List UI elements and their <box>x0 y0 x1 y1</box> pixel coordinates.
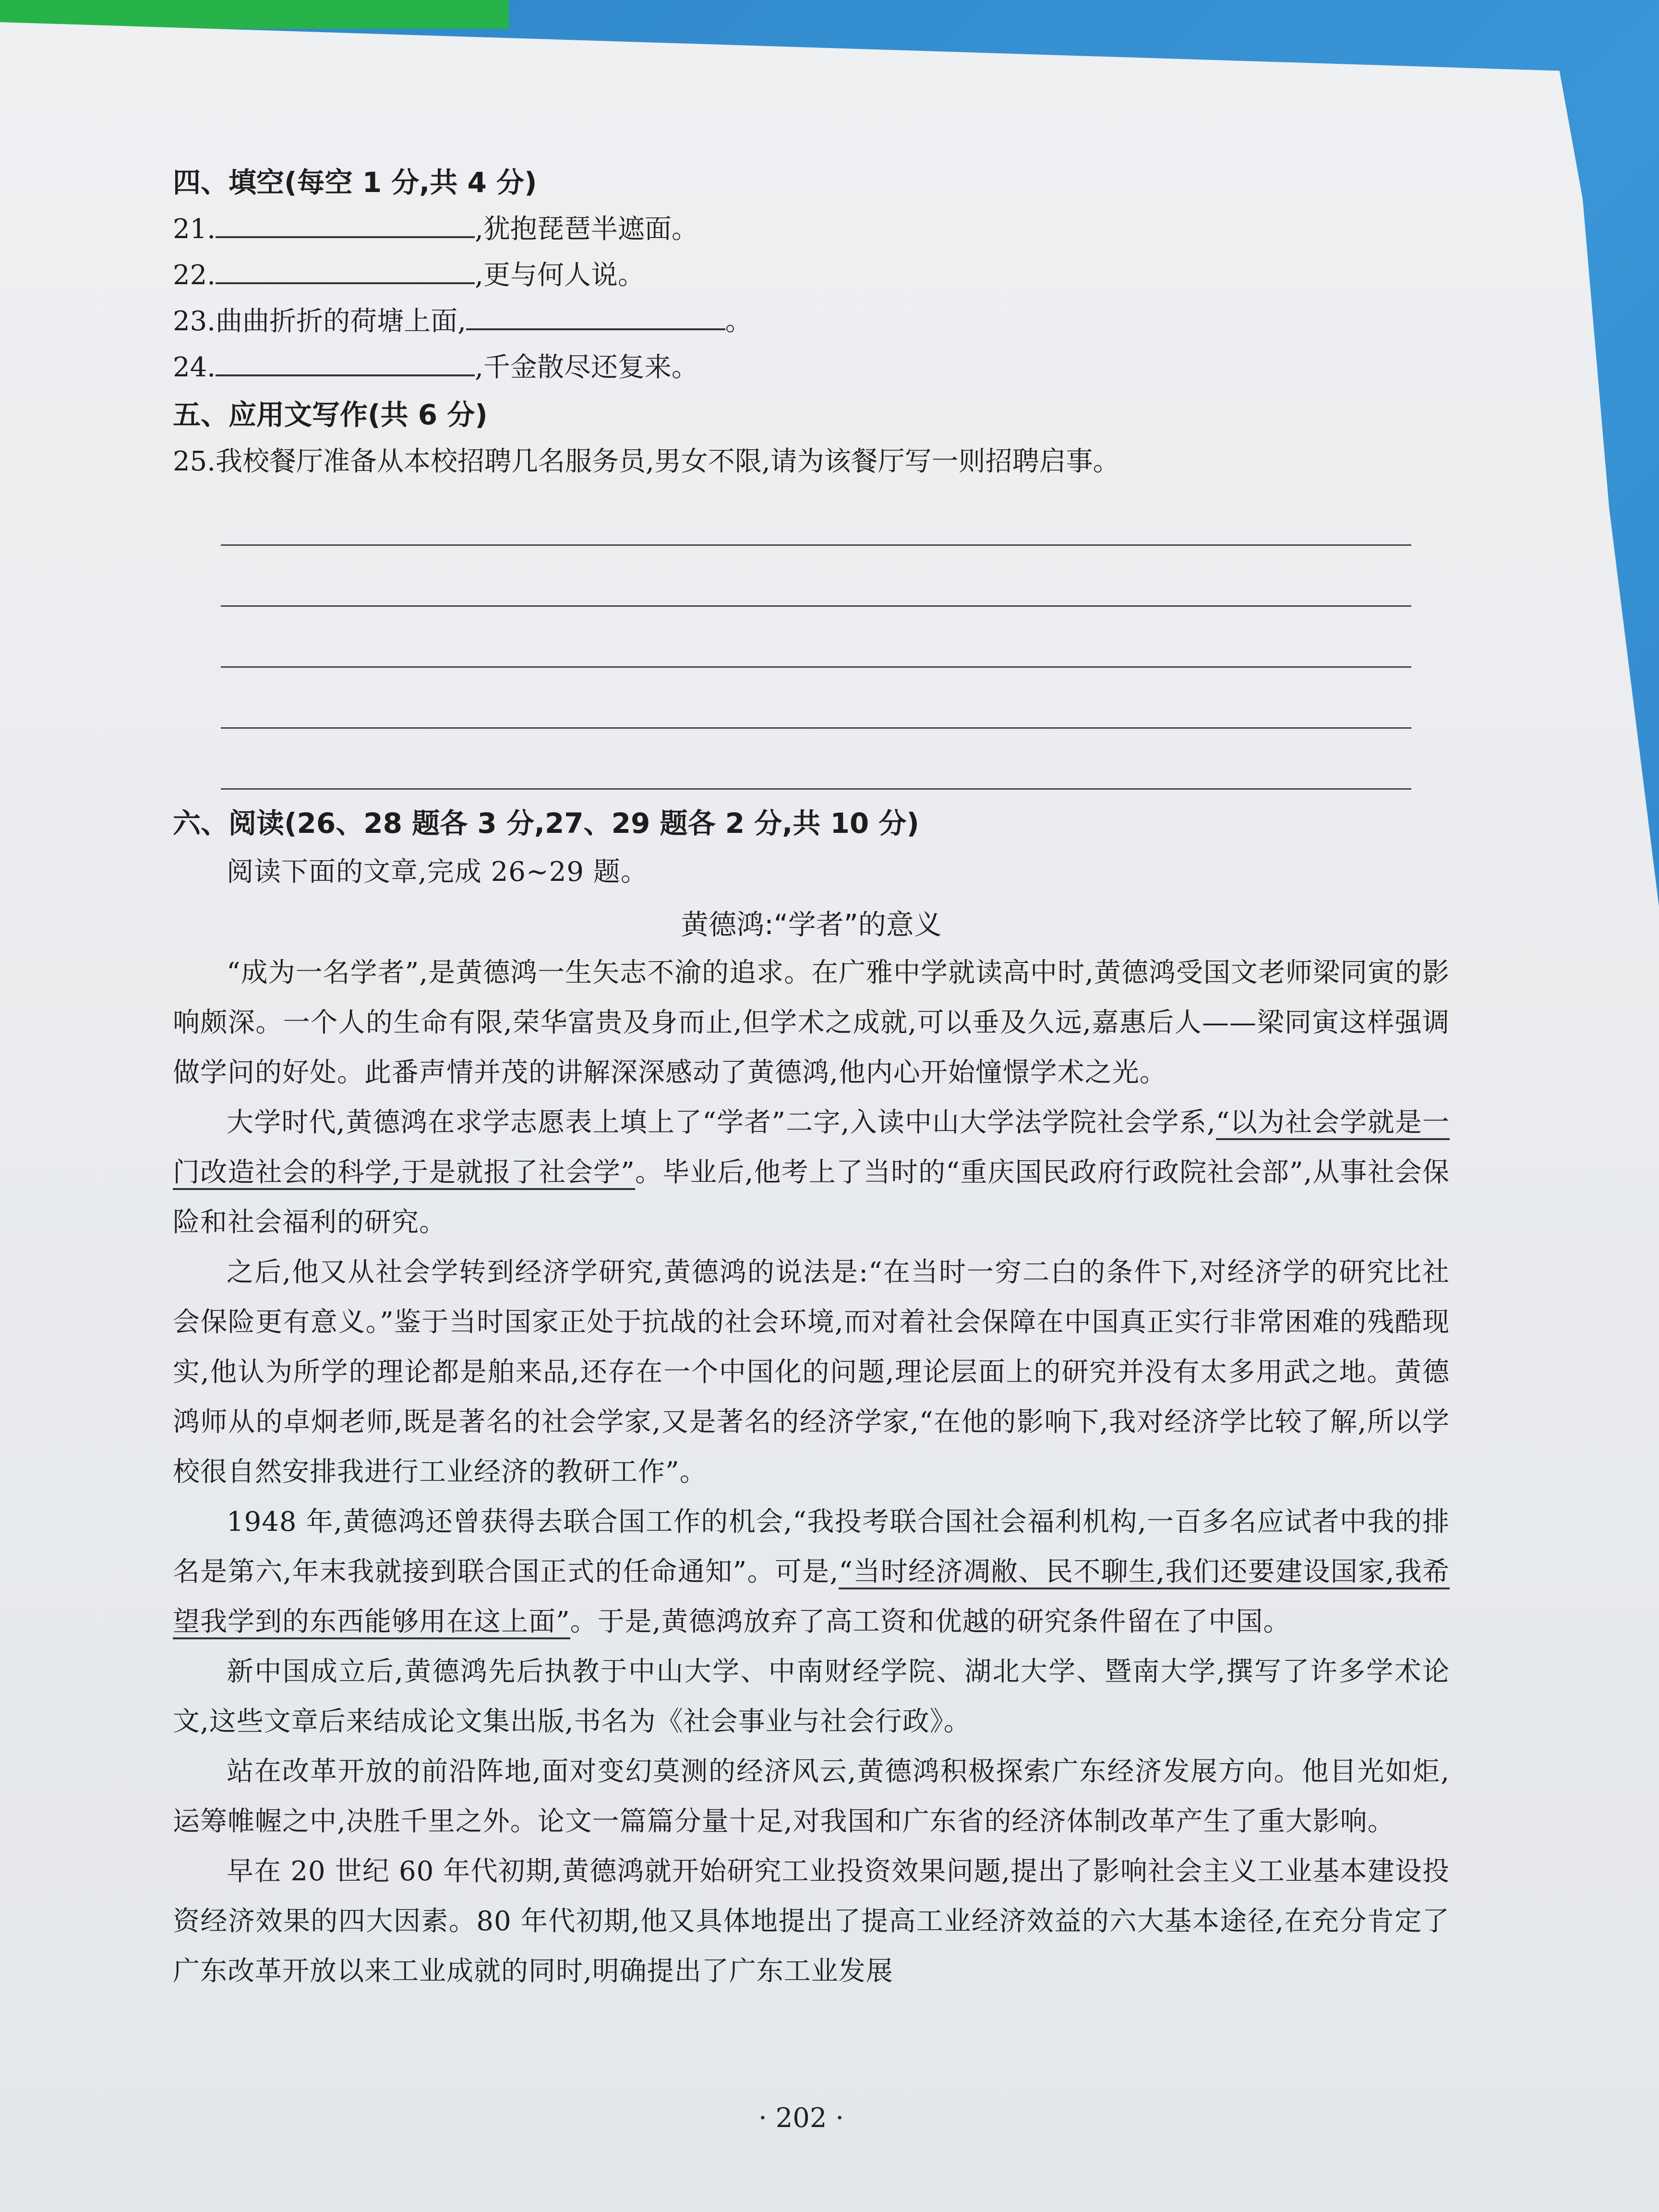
article-paragraph-6: 站在改革开放的前沿阵地,面对变幻莫测的经济风云,黄德鸿积极探索广东经济发展方向。他目光如炬,运筹帷幄之中,决胜千里之外。论文一篇篇分量十足,对我国和广东省的经济体制改革产生了重大影响。 <box>173 1756 1450 1837</box>
fill-item-21 <box>173 206 1450 252</box>
writing-line[interactable] <box>221 607 1411 668</box>
writing-line[interactable] <box>221 668 1411 729</box>
fill-item-text: ,千金散尽还复来。 <box>475 352 698 383</box>
article-paragraph-1: “成为一名学者”,是黄德鸿一生矢志不渝的追求。在广雅中学就读高中时,黄德鸿受国文老师梁同寅的影响颇深。一个人的生命有限,荣华富贵及身而止,但学术之成就,可以垂及久远,嘉惠后人——梁同寅这样强调做学问的好处。此番声情并茂的讲解深深感动了黄德鸿,他内心开始憧憬学术之光。 <box>173 957 1450 1088</box>
answer-blank[interactable] <box>216 277 475 284</box>
fill-item-text: ,更与何人说。 <box>475 260 645 291</box>
paragraph-text: 。于是,黄德鸿放弃了高工资和优越的研究条件留在了中国。 <box>570 1606 1291 1637</box>
background-green-patch <box>0 0 509 29</box>
fill-item-num: 22. <box>173 260 216 291</box>
reading-instruction: 阅读下面的文章,完成 26~29 题。 <box>227 856 648 888</box>
exam-content <box>173 158 1450 1996</box>
article-paragraph-7: 早在 20 世纪 60 年代初期,黄德鸿就开始研究工业投资效果问题,提出了影响社会主义工业基本建设投资经济效果的四大因素。80 年代初期,他又具体地提出了提高工业经济效益的六大基本途径,在充分肯定了广东改革开放以来工业成就的同时,明确提出了广东工业发展 <box>173 1856 1450 1987</box>
page-number: · 202 · <box>758 2103 844 2134</box>
paragraph-text: 1948 年,黄德鸿还曾获得去联合国工作的机会,“我投考联合国社会福利机构,一百多名应试者中我的排名是第六,年末我就接到联合国正式的任命通知”。可是, <box>173 1506 1450 1587</box>
fill-heading: 四、填空(每空 1 分,共 4 分) <box>173 166 537 199</box>
reading-heading: 六、阅读(26、28 题各 3 分,27、29 题各 2 分,共 10 分) <box>173 807 919 840</box>
underlined-sentence: “当时经济凋敝、民不聊生,我们还要建设国家,我希望我学到的东西能够用在这上面” <box>173 1556 1450 1639</box>
fill-item-num: 23. <box>173 306 216 337</box>
fill-item-num: 21. <box>173 214 216 245</box>
underlined-sentence: “以为社会学就是一门改造社会的科学,于是就报了社会学” <box>173 1107 1450 1190</box>
writing-line[interactable] <box>221 546 1411 607</box>
article-paragraph-3: 之后,他又从社会学转到经济学研究,黄德鸿的说法是:“在当时一穷二白的条件下,对经济学的研究比社会保险更有意义。”鉴于当时国家正处于抗战的社会环境,而对着社会保障在中国真正实行非常困难的残酷现实,他认为所学的理论都是舶来品,还存在一个中国化的问题,理论层面上的研究并没有太多用武之地。黄德鸿师从的卓炯老师,既是著名的社会学家,又是著名的经济学家,“在他的影响下,我对经济学比较了解,所以学校很自然安排我进行工业经济的教研工作”。 <box>173 1257 1450 1488</box>
article-paragraph-4 <box>173 1497 1450 1647</box>
answer-blank[interactable] <box>466 324 725 330</box>
article-title: 黄德鸿:“学者”的意义 <box>681 908 942 941</box>
fill-item-23 <box>173 299 1450 345</box>
fill-item-22 <box>173 252 1450 299</box>
article-paragraph-2 <box>173 1098 1450 1248</box>
fill-item-24 <box>173 345 1450 391</box>
answer-blank[interactable] <box>216 370 475 376</box>
answer-blank[interactable] <box>216 231 475 238</box>
writing-line[interactable] <box>221 729 1411 790</box>
article-paragraph-5: 新中国成立后,黄德鸿先后执教于中山大学、中南财经学院、湖北大学、暨南大学,撰写了许多学术论文,这些文章后来结成论文集出版,书名为《社会事业与社会行政》。 <box>173 1656 1450 1737</box>
fill-item-suffix: 。 <box>725 306 752 337</box>
paragraph-text: 。毕业后,他考上了当时的“重庆国民政府行政院社会部”,从事社会保险和社会福利的研究。 <box>173 1157 1450 1238</box>
writing-line[interactable] <box>221 485 1411 546</box>
fill-item-text: ,犹抱琵琶半遮面。 <box>475 214 698 245</box>
writing-heading: 五、应用文写作(共 6 分) <box>173 398 488 431</box>
fill-item-num: 24. <box>173 352 216 383</box>
paragraph-text: 大学时代,黄德鸿在求学志愿表上填上了“学者”二字,入读中山大学法学院社会学系, <box>227 1107 1216 1138</box>
writing-question: 25.我校餐厅准备从本校招聘几名服务员,男女不限,请为该餐厅写一则招聘启事。 <box>173 446 1120 477</box>
fill-item-prefix: 曲曲折折的荷塘上面, <box>216 306 466 337</box>
writing-answer-area[interactable] <box>173 485 1450 790</box>
